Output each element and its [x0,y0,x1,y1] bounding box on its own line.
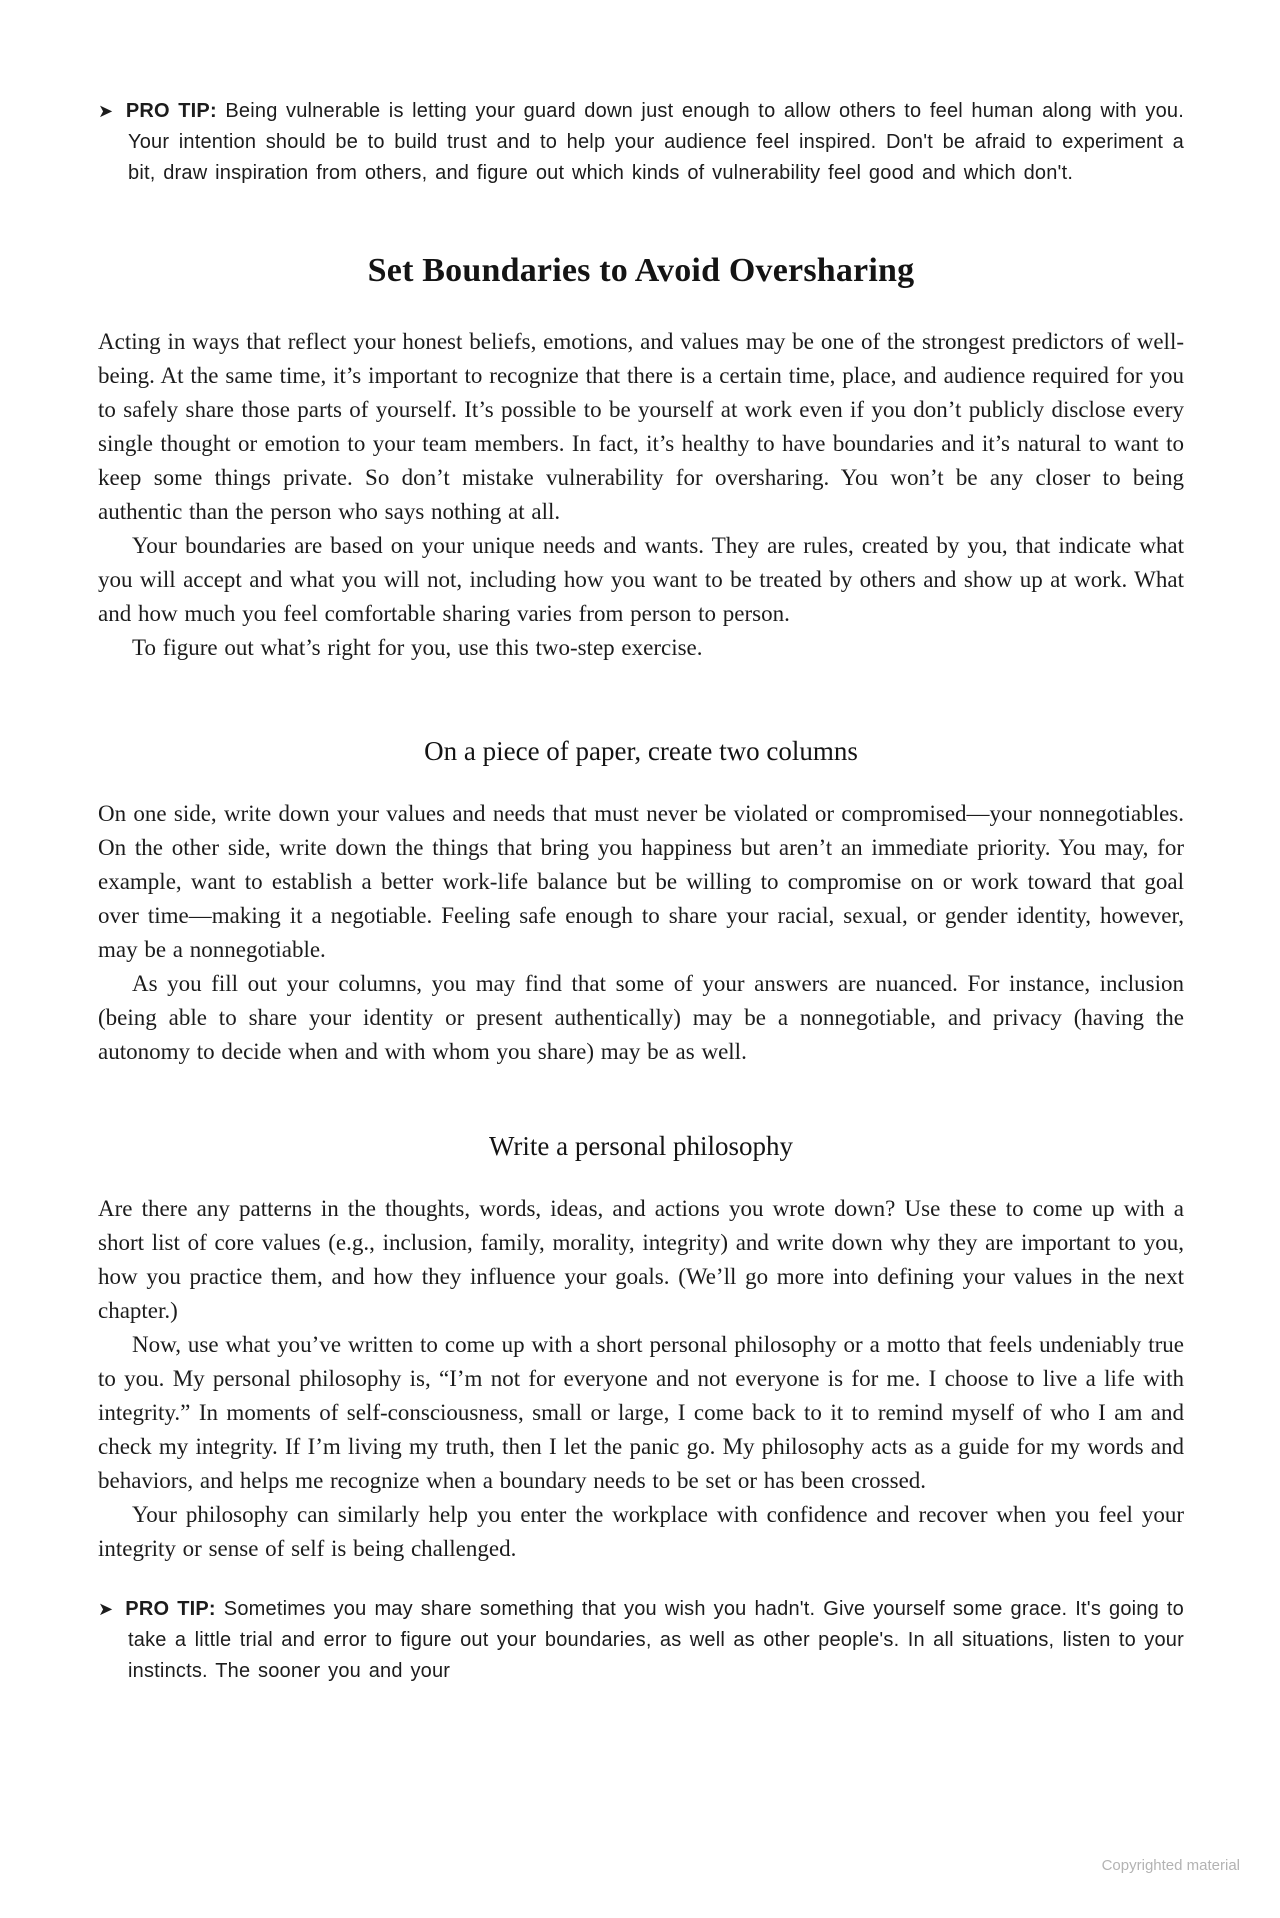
pro-tip-label: PRO TIP: [125,100,217,122]
paragraph: Are there any patterns in the thoughts, words, ideas, and actions you wrote down? Use these to come up with a short list of core values (e.g., inclusion, family, morality, integrity) and write down why they are important to you, how you practice them, and how they influence your goals. (We’ll go more into defining your values in the next chapter.) [98,1196,1184,1323]
subsection-heading-philosophy: Write a personal philosophy [488,1131,794,1161]
arrow-bullet-icon: ➤ [98,101,114,121]
paragraph: As you fill out your columns, you may find that some of your answers are nuanced. For instance, inclusion (being able to share your identity or present authentically) may be a nonnegotiable, and privacy (having the autonomy to decide when and with whom you share) may be as well. [98,971,1184,1064]
pro-tip-top [98,96,1184,189]
section-heading: Set Boundaries to Avoid Oversharing [367,252,915,289]
subsection-heading-columns: On a piece of paper, create two columns [424,736,858,766]
paragraph: To figure out what’s right for you, use this two-step exercise. [132,635,703,660]
paragraph: On one side, write down your values and needs that must never be violated or compromised—your nonnegotiables. On the other side, write down the things that bring you happiness but aren’t an immediate priority. You may, for example, want to establish a better work-life balance but be willing to compromise on or work toward that goal over time—making it a negotiable. Feeling safe enough to share your racial, sexual, or gender identity, however, may be a nonnegotiable. [98,801,1184,962]
copyright-watermark: Copyrighted material [1101,1857,1240,1874]
paragraph: Acting in ways that reflect your honest beliefs, emotions, and values may be one of the strongest predictors of well-being. At the same time, it’s important to recognize that there is a certain time, place, and audience required for you to safely share those parts of yourself. It’s possible to be yourself at work even if you don’t publicly disclose every single thought or emotion to your team members. In fact, it’s healthy to have boundaries and it’s natural to want to keep some things private. So don’t mistake vulnerability for oversharing. You won’t be any closer to being authentic than the person who says nothing at all. [98,329,1184,524]
pro-tip-bottom [98,1594,1184,1687]
arrow-bullet-icon: ➤ [98,1599,114,1619]
pro-tip-text: Sometimes you may share something that you wish you hadn't. Give yourself some grace. It's going to take a little trial and error to figure out your boundaries, as well as other people's. In all situations, listen to your instincts. The sooner you and your [128,1598,1185,1682]
paragraph: Your boundaries are based on your unique needs and wants. They are rules, created by you, that indicate what you will accept and what you will not, including how you want to be treated by others and show up at work. What and how much you feel comfortable sharing varies from person to person. [98,533,1184,626]
paragraph: Now, use what you’ve written to come up with a short personal philosophy or a motto that feels undeniably true to you. My personal philosophy is, “I’m not for everyone and not everyone is for me. I choose to live a life with integrity.” In moments of self-consciousness, small or large, I come back to it to remind myself of who I am and check my integrity. If I’m living my truth, then I let the panic go. My philosophy acts as a guide for my words and behaviors, and helps me recognize when a boundary needs to be set or has been crossed. [98,1332,1184,1493]
pro-tip-text: Being vulnerable is letting your guard down just enough to allow others to feel human along with you. Your intention should be to build trust and to help your audience feel inspired. Don't be afraid to experiment a bit, draw inspiration from others, and figure out which kinds of vulnerability feel good and which don't. [128,100,1184,184]
page-content [98,0,1184,1687]
pro-tip-label: PRO TIP: [125,1598,216,1620]
paragraph: Your philosophy can similarly help you enter the workplace with confidence and recover when you feel your integrity or sense of self is being challenged. [98,1502,1184,1561]
